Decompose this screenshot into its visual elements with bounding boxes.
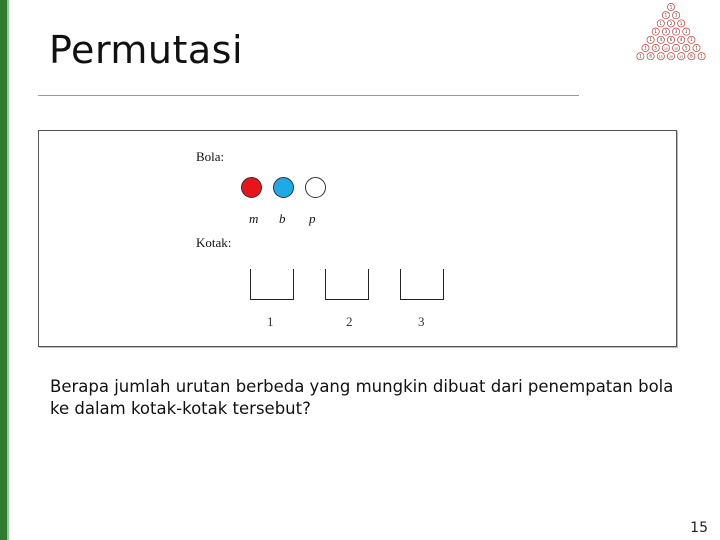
pascal-value: 3 [674, 29, 678, 34]
permutation-figure [38, 130, 677, 347]
pascal-value: 15 [679, 54, 684, 59]
pascal-value: 6 [649, 53, 652, 59]
ball-blue [273, 177, 294, 198]
ball-letter-m: m [249, 211, 259, 226]
balls-label: Bola: [196, 149, 225, 164]
pascal-value: 1 [644, 45, 647, 51]
pascal-value: 6 [669, 37, 673, 43]
ball-red [241, 177, 262, 198]
box-slot-3 [400, 269, 444, 300]
pascal-value: 1 [685, 29, 688, 34]
pascal-value: 15 [658, 54, 663, 59]
box-slot-2 [325, 269, 369, 300]
page-number: 15 [690, 520, 708, 536]
pascal-value: 1 [649, 37, 652, 43]
slide-title: Permutasi [49, 28, 244, 72]
pascal-value: 2 [669, 20, 673, 26]
pascal-value: 5 [654, 45, 657, 51]
box-number-2: 2 [346, 314, 353, 329]
pascal-value: 1 [639, 53, 642, 59]
pascal-value: 1 [669, 4, 673, 10]
boxes-label: Kotak: [196, 235, 232, 250]
pascal-value: 5 [685, 45, 688, 51]
question-line-2: ke dalam kotak-kotak tersebut? [50, 399, 311, 418]
pascal-value: 1 [695, 45, 698, 51]
pascal-value: 6 [690, 53, 693, 59]
pascal-value: 4 [659, 37, 663, 43]
pascal-value: 1 [659, 20, 663, 26]
pascal-value: 1 [679, 20, 683, 26]
pascal-triangle-icon [624, 2, 718, 62]
ball-white [305, 177, 326, 198]
question-text [50, 376, 690, 420]
pascal-value: 20 [669, 54, 673, 59]
box-number-1: 1 [267, 314, 274, 329]
box-slot-1 [250, 269, 294, 300]
ball-letter-p: p [309, 211, 316, 226]
pascal-value: 1 [654, 29, 657, 34]
pascal-value: 3 [664, 29, 668, 34]
pascal-value: 1 [664, 12, 668, 18]
title-divider [38, 95, 579, 96]
pascal-value: 1 [700, 53, 703, 59]
pascal-value: 4 [679, 37, 683, 43]
left-accent-bar [0, 0, 7, 540]
pascal-value: 1 [674, 12, 678, 18]
ball-letter-b: b [279, 211, 286, 226]
pascal-value: 10 [663, 46, 668, 51]
pascal-value: 10 [674, 46, 679, 51]
box-number-3: 3 [418, 314, 425, 329]
pascal-value: 1 [690, 37, 693, 43]
question-line-1: Berapa jumlah urutan berbeda yang mungkin dibuat dari penempatan bola [50, 377, 674, 396]
